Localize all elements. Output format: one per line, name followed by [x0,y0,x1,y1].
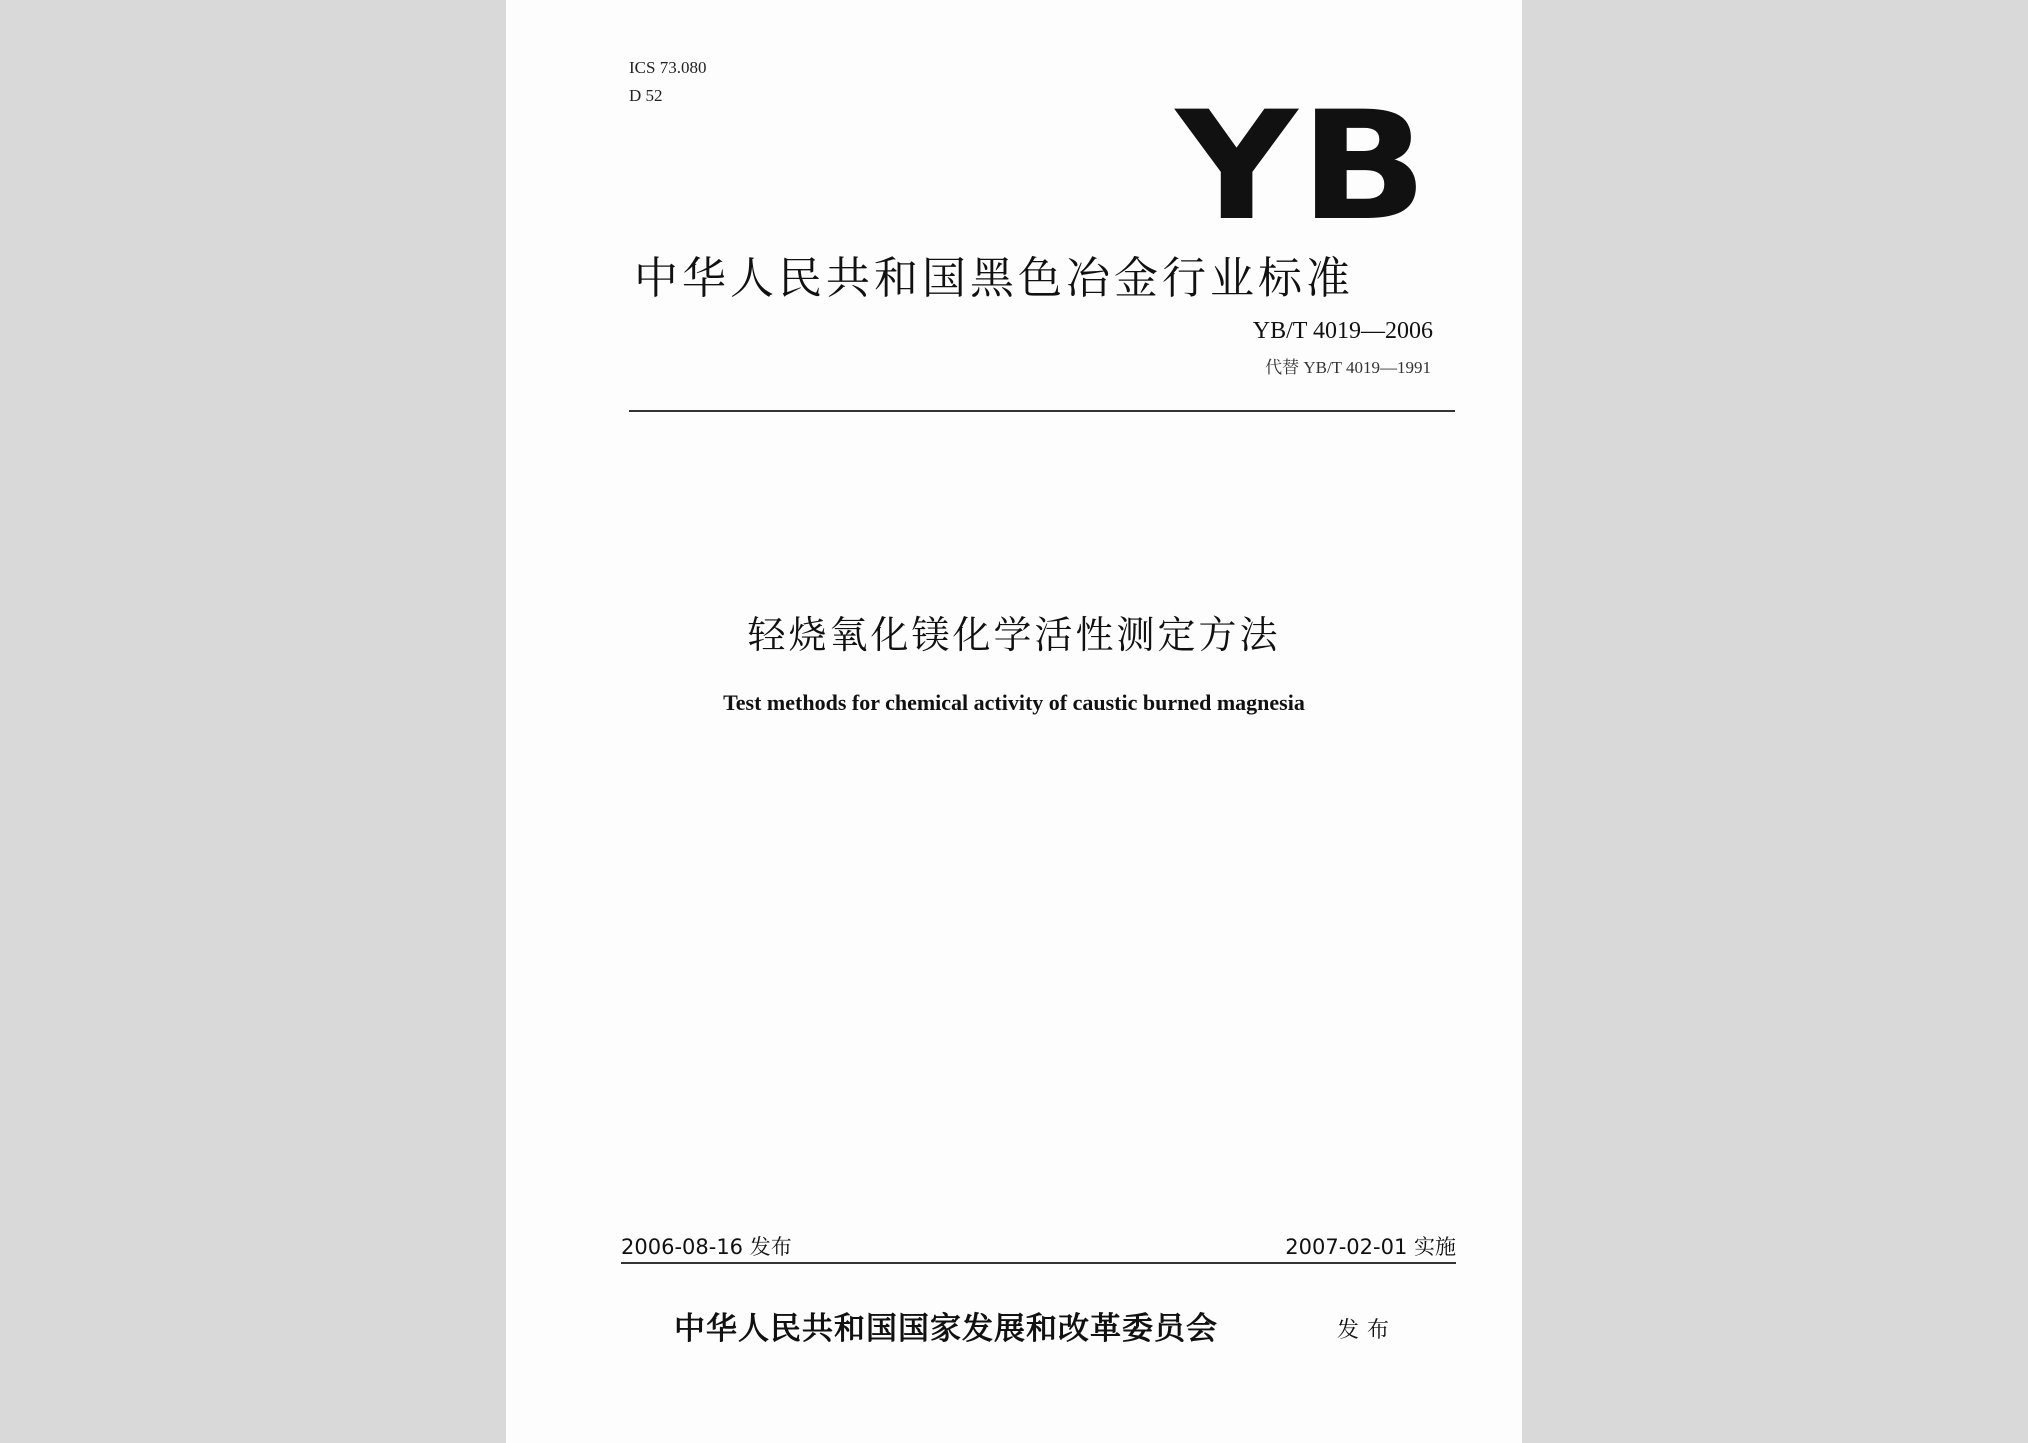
top-divider [629,410,1455,412]
publisher-name: 中华人民共和国国家发展和改革委员会 [674,1311,1218,1347]
document-title-en: Test methods for chemical activity of caustic burned magnesia [723,690,1305,715]
classification-codes [629,54,706,110]
org-title: 中华人民共和国黑色冶金行业标准 [634,253,1354,304]
bottom-divider [621,1262,1456,1264]
ccs-code: D 52 [629,86,663,105]
ics-code: ICS 73.080 [629,58,707,77]
issue-date: 2006-08-16 发布 [621,1235,792,1259]
document-page [506,0,1522,1443]
standard-code: YB/T 4019—2006 [1252,318,1433,344]
publish-label: 发布 [1337,1318,1398,1343]
replaces-standard: 代替 YB/T 4019—1991 [1265,358,1431,377]
document-title-cn: 轻烧氧化镁化学活性测定方法 [747,613,1281,657]
yb-logo: YB [1175,80,1430,254]
date-row [621,1231,1456,1261]
effective-date: 2007-02-01 实施 [1285,1235,1456,1259]
